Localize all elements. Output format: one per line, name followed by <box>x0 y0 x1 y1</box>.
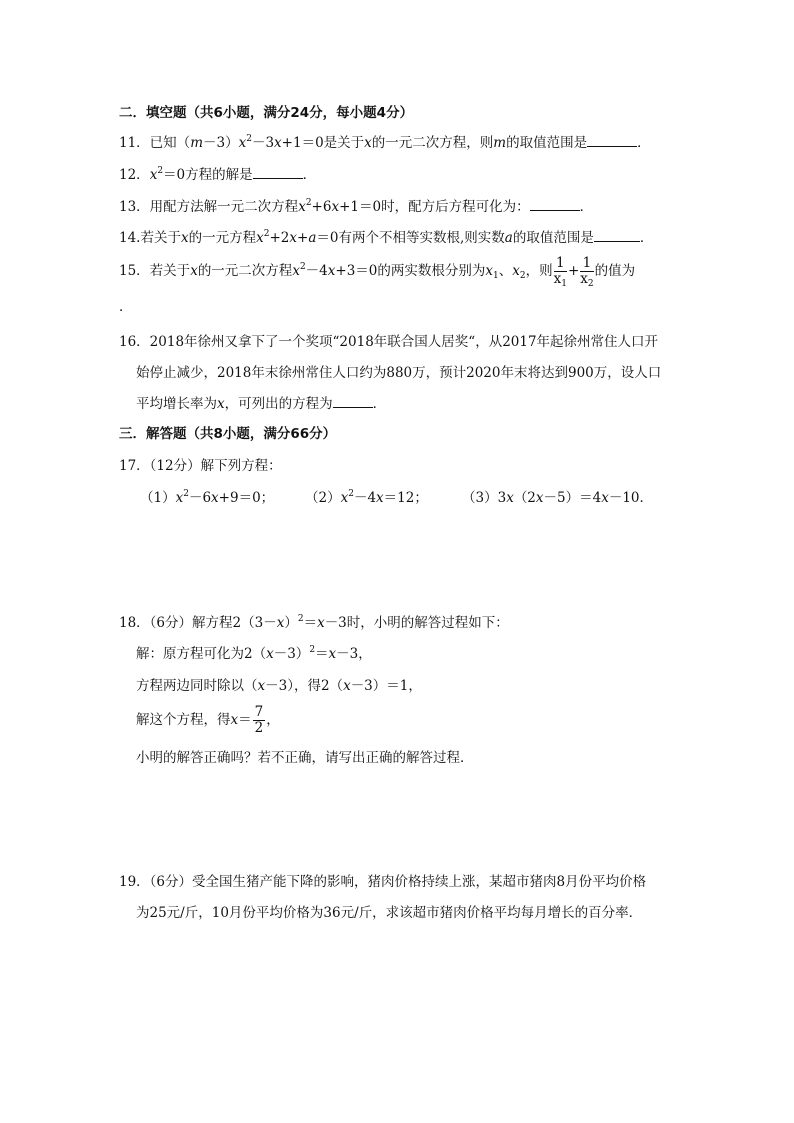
section-3-heading: 三．解答题（共8小题，满分66分） <box>119 426 337 442</box>
question-19-line-2: 为25元/斤，10月份平均价格为36元/斤，求该超市猪肉价格平均每月增长的百分率． <box>136 905 643 921</box>
question-16-line-3: 平均增长率为x，可列出的方程为 ． <box>136 396 387 412</box>
question-11: 11．已知$(m-3)x^2-3x+1=0$是关于x的一元二次方程，则m的取值范围是 ． <box>119 134 651 151</box>
question-18-step-3: 解这个方程，得x＝ $\frac{7}{2}$ ， <box>136 704 280 736</box>
question-17-part-3: （3）3x（2x－5）＝4x－10． <box>462 490 654 506</box>
question-17-title: 17．（12分）解下列方程： <box>119 458 282 474</box>
answer-blank <box>253 166 303 179</box>
question-18-title: 18．（6分）解方程$2(3-x)^2=x-3$时，小明的解答过程如下： <box>119 614 509 631</box>
question-18-step-2: 方程两边同时除以（x－3），得2（x－3）＝1， <box>136 678 422 694</box>
question-13: 13．用配方法解一元二次方程$x^2+6x+1=0$时，配方后方程可化为： ． <box>119 198 594 215</box>
question-17-part-2: $(2)x^2-4x=12$； <box>305 489 428 506</box>
answer-blank <box>594 229 640 242</box>
fraction-7-over-2: $\frac{7}{2}$ <box>254 704 264 736</box>
question-18-step-1: 解：原方程可化为$2(x-3)^2=x-3$， <box>136 645 372 662</box>
fraction-1-over-x2: $\frac{1}{x_2}$ <box>580 255 594 289</box>
question-19-line-1: 19．（6分）受全国生猪产能下降的影响，猪肉价格持续上涨，某超市猪肉8月份平均价格 <box>119 874 647 890</box>
question-15: 15．若关于x的一元二次方程$x^2-4x+3=0$的两实数根分别为$x_1$、$x_2$，则 $\frac{1}{x_1}$ + $\frac{1}{x_2}$ 的值为 <box>119 255 636 289</box>
answer-blank <box>530 198 580 211</box>
question-15-blank-line: ． <box>119 299 133 315</box>
question-17-part-1: $(1)x^2-6x+9=0$； <box>140 489 275 506</box>
question-12: 12．$x^2=0$方程的解是 ． <box>119 166 317 183</box>
question-16-line-2: 始停止减少，2018年末徐州常住人口约为880万，预计2020年末将达到900万，设人口 <box>136 365 662 381</box>
fraction-1-over-x1: $\frac{1}{x_1}$ <box>553 255 567 289</box>
section-2-heading: 二．填空题（共6小题，满分24分，每小题4分） <box>119 105 414 121</box>
answer-blank <box>587 134 637 147</box>
question-18-step-4: 小明的解答正确吗？若不正确，请写出正确的解答过程． <box>136 750 474 766</box>
question-16-line-1: 16．2018年徐州又拿下了一个奖项“2018年联合国人居奖“，从2017年起徐州常住人口开 <box>119 334 659 350</box>
question-14: 14.若关于x的一元方程$x^2+2x+a=0$有两个不相等实数根,则实数a的取值范围是 ． <box>119 229 654 246</box>
answer-blank <box>333 395 373 408</box>
